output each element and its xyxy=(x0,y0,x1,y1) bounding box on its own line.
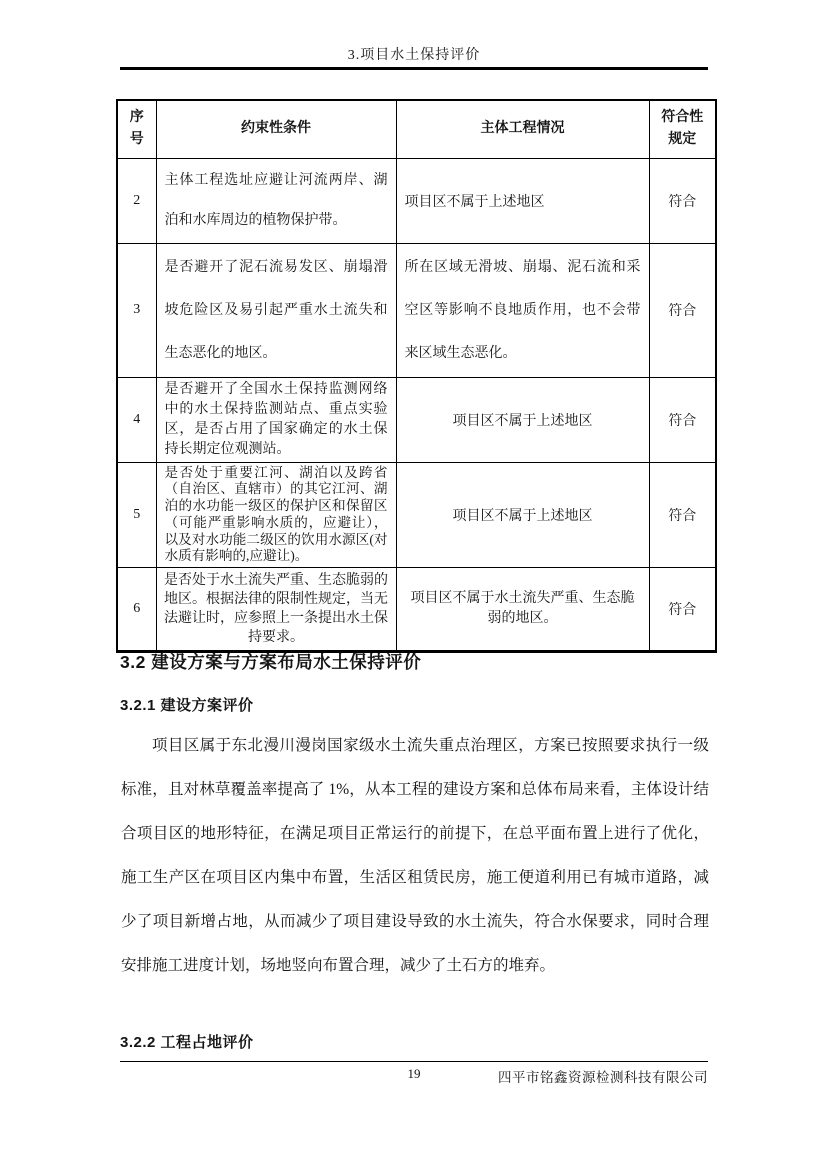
table-row xyxy=(117,158,716,243)
situation-cell: 所在区域无滑坡、崩塌、泥石流和采空区等影响不良地质作用，也不会带来区域生态恶化。 xyxy=(396,243,649,377)
column-header-compliance: 符合性规定 xyxy=(649,100,716,158)
compliance-cell: 符合 xyxy=(649,158,716,243)
compliance-table xyxy=(116,99,717,653)
column-header-constraint: 约束性条件 xyxy=(156,100,396,158)
constraint-cell: 是否处于重要江河、湖泊以及跨省（自治区、直辖市）的其它江河、湖泊的水功能一级区的保护区和保留区（可能严重影响水质的，应避让），以及对水功能二级区的饮用水源区(对水质有影响的,应避让)。 xyxy=(156,462,396,568)
constraint-cell: 是否避开了泥石流易发区、崩塌滑坡危险区及易引起严重水土流失和生态恶化的地区。 xyxy=(156,243,396,377)
body-paragraph: 项目区属于东北漫川漫岗国家级水土流失重点治理区，方案已按照要求执行一级标准，且对林草覆盖率提高了 1%，从本工程的建设方案和总体布局来看，主体设计结合项目区的地形特征，在满足项目正常运行的前提下，在总平面布置上进行了优化，施工生产区在项目区内集中布置，生活区租赁民房，施工便道利用已有城市道路，减少了项目新增占地，从而减少了项目建设导致的水土流失，符合水保要求，同时合理安排施工进度计划，场地竖向布置合理，减少了土石方的堆弃。 xyxy=(121,737,709,974)
column-header-situation: 主体工程情况 xyxy=(396,100,649,158)
page-number: 19 xyxy=(407,1066,421,1081)
table-row xyxy=(117,243,716,377)
header-double-rule xyxy=(120,67,708,70)
footer-company-name: 四平市铭鑫资源检测科技有限公司 xyxy=(498,1070,708,1085)
table-header-row xyxy=(117,100,716,158)
row-number: 5 xyxy=(117,462,156,568)
subsection-heading-3-2-2: 3.2.2 工程占地评价 xyxy=(120,1034,254,1051)
table-row xyxy=(117,568,716,652)
compliance-cell: 符合 xyxy=(649,377,716,462)
running-header-title: 3.项目水土保持评价 xyxy=(347,48,481,63)
compliance-cell: 符合 xyxy=(649,462,716,568)
situation-cell: 项目区不属于上述地区 xyxy=(396,158,649,243)
situation-cell: 项目区不属于水土流失严重、生态脆弱的地区。 xyxy=(396,568,649,652)
row-number: 3 xyxy=(117,243,156,377)
column-header-number: 序号 xyxy=(117,100,156,158)
footer-rule xyxy=(120,1061,708,1062)
situation-cell: 项目区不属于上述地区 xyxy=(396,377,649,462)
compliance-cell: 符合 xyxy=(649,568,716,652)
row-number: 2 xyxy=(117,158,156,243)
constraint-cell: 主体工程选址应避让河流两岸、湖泊和水库周边的植物保护带。 xyxy=(156,158,396,243)
table-row xyxy=(117,462,716,568)
section-heading-3-2: 3.2 建设方案与方案布局水土保持评价 xyxy=(120,652,422,672)
subsection-heading-3-2-1: 3.2.1 建设方案评价 xyxy=(120,697,254,714)
table-row xyxy=(117,377,716,462)
compliance-cell: 符合 xyxy=(649,243,716,377)
constraint-cell: 是否避开了全国水土保持监测网络中的水土保持监测站点、重点实验区，是否占用了国家确定的水土保持长期定位观测站。 xyxy=(156,377,396,462)
row-number: 4 xyxy=(117,377,156,462)
constraint-cell: 是否处于水土流失严重、生态脆弱的地区。根据法律的限制性规定，当无法避让时，应参照上一条提出水土保持要求。 xyxy=(156,568,396,652)
situation-cell: 项目区不属于上述地区 xyxy=(396,462,649,568)
row-number: 6 xyxy=(117,568,156,652)
